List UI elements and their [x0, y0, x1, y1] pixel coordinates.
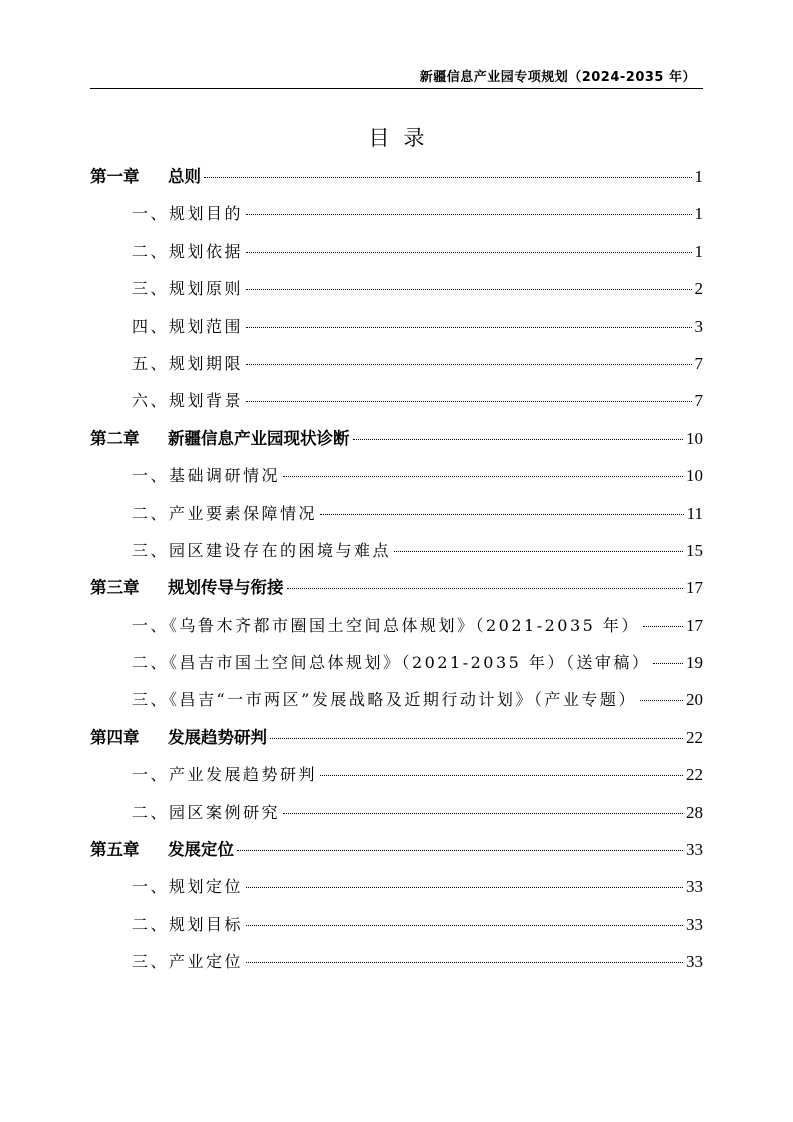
entry-title: 二、规划目标	[132, 914, 244, 934]
toc-chapter-entry[interactable]	[90, 831, 703, 868]
toc-chapter-entry[interactable]	[90, 158, 703, 195]
running-header: 新疆信息产业园专项规划（2024-2035 年）	[419, 70, 696, 85]
toc-section-entry[interactable]	[90, 943, 703, 980]
dot-leader	[394, 551, 683, 552]
dot-leader	[353, 439, 684, 440]
toc-section-entry[interactable]	[90, 794, 703, 831]
page-number: 11	[686, 503, 703, 523]
entry-title: 三、产业定位	[132, 952, 244, 972]
toc-section-entry[interactable]	[90, 906, 703, 943]
dot-leader	[283, 476, 683, 477]
dot-leader	[204, 177, 692, 178]
toc-section-entry[interactable]	[90, 382, 703, 419]
entry-title: 二、规划依据	[132, 241, 244, 261]
page-number: 7	[694, 391, 703, 411]
entry-title: 三、《昌吉“一市两区”发展战略及近期行动计划》（产业专题）	[132, 690, 637, 710]
page-number: 28	[686, 802, 703, 822]
page-number: 1	[694, 204, 703, 224]
dot-leader	[640, 700, 683, 701]
header-rule	[90, 88, 703, 89]
toc-section-entry[interactable]	[90, 681, 703, 718]
page-number: 33	[686, 840, 703, 860]
chapter-number: 第四章	[90, 727, 140, 747]
toc-section-entry[interactable]	[90, 532, 703, 569]
chapter-number: 第一章	[90, 167, 140, 186]
entry-title: 发展定位	[168, 840, 234, 860]
entry-title: 一、《乌鲁木齐都市圈国土空间总体规划》（2021-2035 年）	[132, 615, 640, 635]
chapter-number: 第二章	[90, 428, 140, 448]
entry-title: 一、产业发展趋势研判	[132, 765, 318, 785]
dot-leader	[246, 364, 691, 365]
page-number: 22	[686, 727, 703, 747]
page-number: 22	[686, 765, 703, 785]
page-number: 2	[694, 279, 703, 299]
entry-title: 总则	[168, 167, 201, 186]
entry-title: 四、规划范围	[132, 316, 244, 336]
page-number: 1	[694, 167, 703, 186]
page-number: 20	[686, 690, 703, 710]
entry-title: 一、规划定位	[132, 877, 244, 897]
page-number: 17	[686, 615, 703, 635]
toc-section-entry[interactable]	[90, 868, 703, 905]
dot-leader	[246, 925, 683, 926]
toc-section-entry[interactable]	[90, 345, 703, 382]
dot-leader	[246, 887, 683, 888]
entry-title: 发展趋势研判	[168, 727, 267, 747]
entry-title: 二、园区案例研究	[132, 802, 281, 822]
dot-leader	[246, 214, 691, 215]
page-number: 10	[686, 466, 703, 486]
dot-leader	[283, 813, 683, 814]
toc-chapter-entry[interactable]	[90, 420, 703, 457]
entry-title: 三、规划原则	[132, 279, 244, 299]
page-number: 3	[694, 316, 703, 336]
page-number: 33	[686, 914, 703, 934]
toc-section-entry[interactable]	[90, 644, 703, 681]
toc-section-entry[interactable]	[90, 457, 703, 494]
toc-section-entry[interactable]	[90, 270, 703, 307]
toc-title: 目录	[368, 126, 439, 150]
toc-chapter-entry[interactable]	[90, 569, 703, 606]
dot-leader	[246, 401, 691, 402]
entry-title: 规划传导与衔接	[168, 578, 284, 598]
page-number: 15	[686, 540, 703, 560]
dot-leader	[287, 588, 684, 589]
toc-section-entry[interactable]	[90, 195, 703, 232]
entry-title: 二、产业要素保障情况	[132, 503, 318, 523]
page-number: 17	[686, 578, 703, 598]
entry-title: 一、规划目的	[132, 204, 244, 224]
entry-title: 六、规划背景	[132, 391, 244, 411]
chapter-number: 第五章	[90, 840, 140, 860]
entry-title: 五、规划期限	[132, 353, 244, 373]
dot-leader	[246, 327, 691, 328]
dot-leader	[237, 850, 683, 851]
dot-leader	[643, 626, 683, 627]
dot-leader	[246, 252, 691, 253]
dot-leader	[320, 514, 684, 515]
chapter-number: 第三章	[90, 578, 140, 598]
entry-title: 新疆信息产业园现状诊断	[168, 428, 350, 448]
dot-leader	[320, 775, 683, 776]
dot-leader	[653, 663, 683, 664]
dot-leader	[246, 962, 683, 963]
toc-section-entry[interactable]	[90, 495, 703, 532]
page-number: 10	[686, 428, 703, 448]
page-number: 19	[686, 653, 703, 673]
page-number: 7	[694, 353, 703, 373]
toc-section-entry[interactable]	[90, 233, 703, 270]
dot-leader	[246, 289, 691, 290]
entry-title: 二、《昌吉市国土空间总体规划》（2021-2035 年）（送审稿）	[132, 653, 651, 673]
page-number: 1	[694, 241, 703, 261]
page-number: 33	[686, 877, 703, 897]
entry-title: 一、基础调研情况	[132, 466, 281, 486]
entry-title: 三、园区建设存在的困境与难点	[132, 540, 392, 560]
table-of-contents	[90, 158, 703, 981]
toc-section-entry[interactable]	[90, 308, 703, 345]
dot-leader	[270, 738, 683, 739]
page-number: 33	[686, 952, 703, 972]
toc-section-entry[interactable]	[90, 756, 703, 793]
toc-chapter-entry[interactable]	[90, 719, 703, 756]
toc-section-entry[interactable]	[90, 607, 703, 644]
